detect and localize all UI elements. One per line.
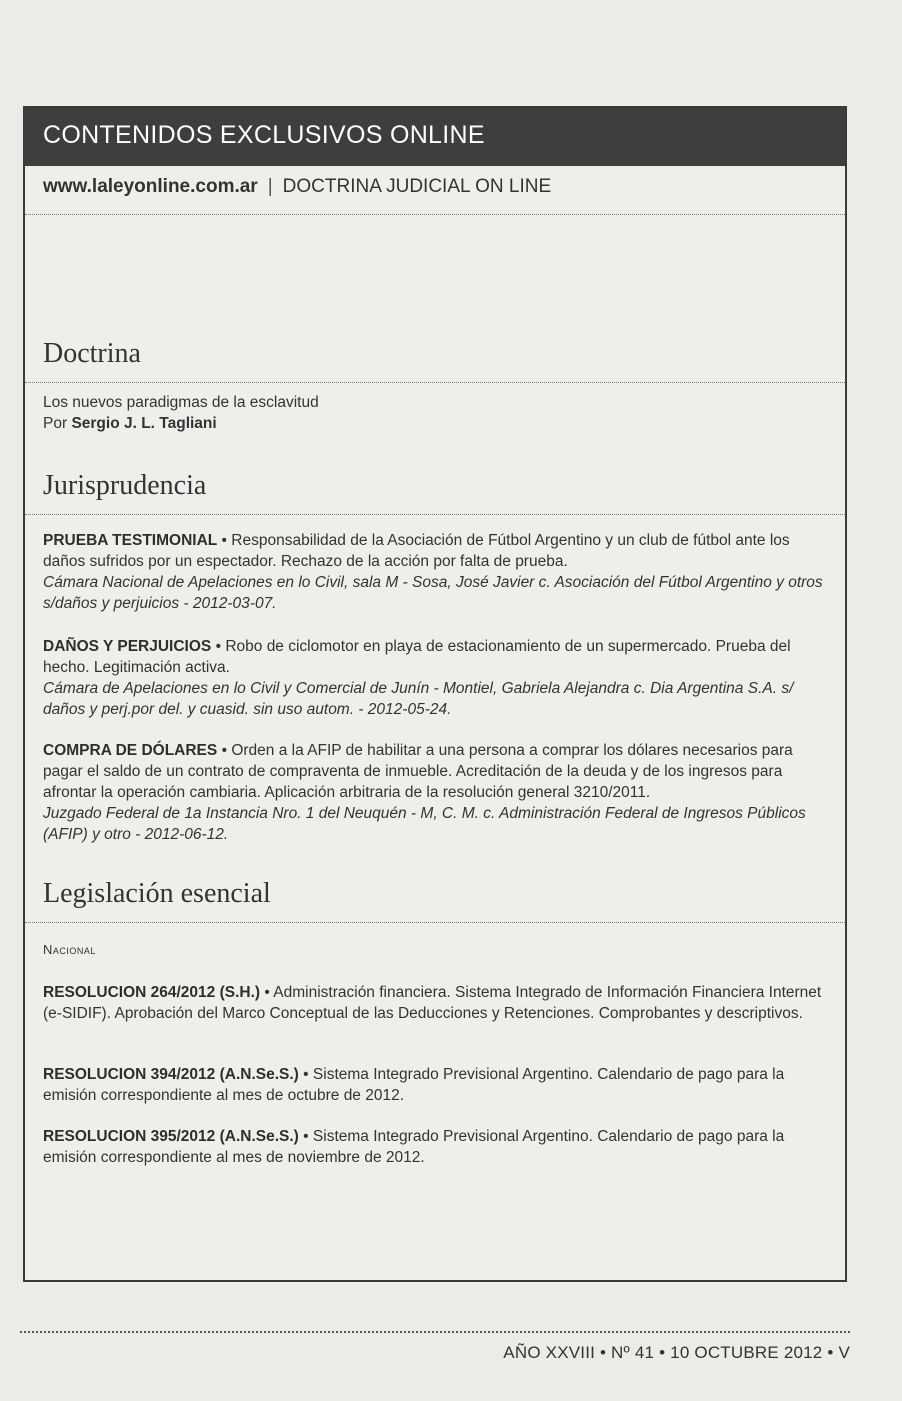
jurisprudence-entry — [43, 740, 833, 845]
section-title-legislacion: Legislación esencial — [43, 878, 271, 909]
entry-heading: RESOLUCION 395/2012 (A.N.Se.S.) — [43, 1128, 299, 1145]
entry-text: Administración financiera. Sistema Integrado de Información Financiera Internet (e-SIDIF). Aprobación del Marco Conceptual de las Deducciones y Retenciones. Comprobantes y descriptivos. — [43, 984, 822, 1022]
entry-text: Sistema Integrado Previsional Argentino. Calendario de pago para la emisión correspondiente al mes de noviembre de 2012. — [43, 1128, 785, 1166]
footer-divider — [20, 1331, 850, 1333]
entry-text: Robo de ciclomotor en playa de estacionamiento de un supermercado. Prueba del hecho. Legitimación activa. — [43, 638, 791, 676]
bullet: • — [303, 1066, 309, 1083]
author-name: Sergio J. L. Tagliani — [71, 415, 217, 432]
divider — [25, 514, 845, 515]
divider — [25, 382, 845, 383]
legislation-entry — [43, 1064, 833, 1106]
divider — [25, 922, 845, 923]
bullet: • — [215, 638, 222, 655]
bullet: • — [264, 984, 270, 1001]
entry-heading: RESOLUCION 394/2012 (A.N.Se.S.) — [43, 1066, 299, 1083]
bullet: • — [221, 742, 227, 759]
banner — [25, 108, 845, 166]
entry-citation: Cámara Nacional de Apelaciones en lo Civil, sala M - Sosa, José Javier c. Asociación del Fútbol Argentino y otros s/daños y perjuicios - 2012-03-07. — [43, 574, 823, 612]
entry-heading: COMPRA DE DÓLARES — [43, 742, 218, 759]
entry-text: Responsabilidad de la Asociación de Fútbol Argentino y un club de fútbol ante los daños sufridos por un espectador. Rechazo de la acción por falta de prueba. — [43, 532, 790, 570]
entry-heading: DAÑOS Y PERJUICIOS — [43, 638, 212, 655]
site-line — [43, 176, 551, 198]
banner-title: CONTENIDOS EXCLUSIVOS ONLINE — [43, 121, 485, 149]
footer-issue-line: AÑO XXVIII • Nº 41 • 10 OCTUBRE 2012 • V — [503, 1343, 850, 1362]
site-label: DOCTRINA JUDICIAL ON LINE — [282, 176, 552, 197]
doctrina-entry — [43, 392, 319, 434]
article-author-line — [43, 413, 319, 434]
article-title: Los nuevos paradigmas de la esclavitud — [43, 394, 319, 411]
bullet: • — [303, 1128, 309, 1145]
divider — [25, 214, 845, 215]
entry-citation: Juzgado Federal de 1a Instancia Nro. 1 del Neuquén - M, C. M. c. Administración Federal de Ingresos Públicos (AFIP) y otro - 2012-06-12. — [43, 805, 806, 843]
site-url-link[interactable]: www.laleyonline.com.ar — [43, 176, 258, 197]
entry-text: Orden a la AFIP de habilitar a una persona a comprar los dólares necesarios para pagar el saldo de un contrato de compraventa de inmueble. Acreditación de la deuda y de los ingresos para afrontar la operación cambiaria. Aplicación arbitraria de la resolución general 3210/2011. — [43, 742, 793, 801]
section-title-doctrina: Doctrina — [43, 338, 141, 369]
subheading-nacional: Nacional — [43, 942, 96, 957]
legislation-entry — [43, 982, 833, 1024]
by-label: Por — [43, 415, 68, 432]
legislation-entry — [43, 1126, 833, 1168]
separator: | — [267, 176, 273, 197]
entry-text: Sistema Integrado Previsional Argentino. Calendario de pago para la emisión correspondiente al mes de octubre de 2012. — [43, 1066, 785, 1104]
jurisprudence-entry — [43, 636, 833, 720]
bullet: • — [221, 532, 227, 549]
entry-heading: PRUEBA TESTIMONIAL — [43, 532, 218, 549]
online-content-box — [23, 106, 847, 1282]
section-title-jurisprudencia: Jurisprudencia — [43, 470, 207, 501]
entry-citation: Cámara de Apelaciones en lo Civil y Comercial de Junín - Montiel, Gabriela Alejandra c. Dia Argentina S.A. s/ daños y perj.por del. y cuasid. sin uso autom. - 2012-05-24. — [43, 680, 794, 718]
jurisprudence-entry — [43, 530, 833, 614]
entry-heading: RESOLUCION 264/2012 (S.H.) — [43, 984, 261, 1001]
